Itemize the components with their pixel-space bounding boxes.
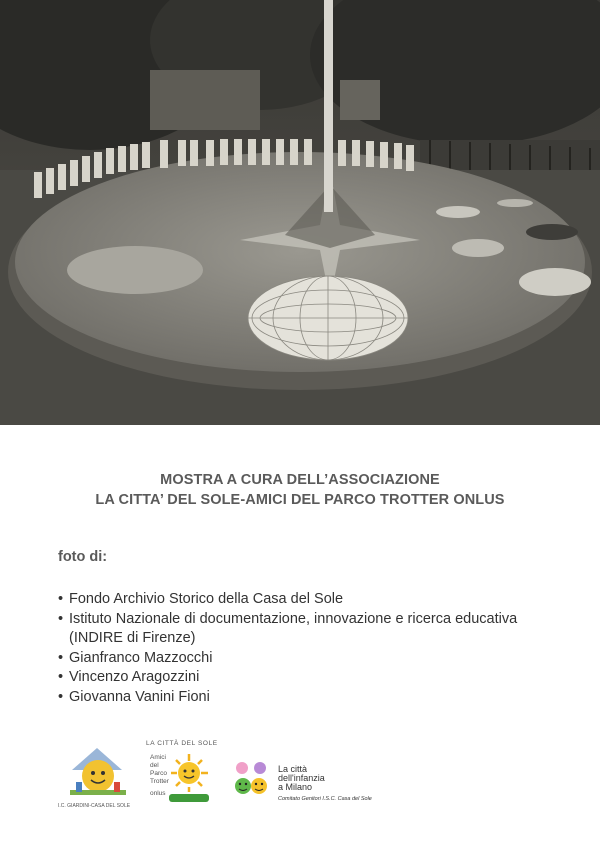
infanzia-line: a Milano bbox=[278, 782, 313, 792]
sponsor-logos bbox=[0, 730, 600, 810]
credit-item: • Gianfranco Mazzocchi bbox=[58, 649, 528, 669]
infanzia-line: La città bbox=[278, 764, 308, 774]
credit-item: • Istituto Nazionale di documentazione, innovazione e ricerca educativa (INDIRE di Firenze) bbox=[58, 610, 528, 649]
exhibition-title bbox=[0, 470, 600, 510]
school-logo-caption: I.C. GIARDINI-CASA DEL SOLE bbox=[58, 803, 131, 809]
credit-item: • Giovanna Vanini Fioni bbox=[58, 688, 528, 708]
school-logo bbox=[62, 740, 132, 800]
citta-sole-line: Parco bbox=[150, 770, 167, 777]
infanzia-logo bbox=[230, 758, 274, 802]
smiley-faces-icon bbox=[230, 758, 274, 802]
credit-item: • Fondo Archivio Storico della Casa del Sole bbox=[58, 590, 528, 610]
credit-item: • Vincenzo Aragozzini bbox=[58, 668, 528, 688]
title-line-1: MOSTRA A CURA DELL’ASSOCIAZIONE bbox=[160, 472, 440, 488]
infanzia-name bbox=[278, 765, 325, 792]
credits-heading: foto di: bbox=[58, 549, 108, 565]
infanzia-caption: Comitato Genitori I.S.C. Casa del Sole bbox=[278, 796, 372, 802]
citta-sole-line: Trotter bbox=[150, 778, 169, 785]
sun-icon bbox=[165, 752, 213, 804]
title-line-2: LA CITTA’ DEL SOLE-AMICI DEL PARCO TROTTER ONLUS bbox=[95, 492, 505, 508]
citta-sole-line: del bbox=[150, 762, 159, 769]
sun-mascot-logo bbox=[165, 752, 213, 804]
citta-sole-line: onlus bbox=[150, 790, 166, 797]
citta-sole-title: LA CITTÀ DEL SOLE bbox=[146, 740, 218, 747]
sun-house-icon bbox=[62, 740, 132, 800]
citta-sole-line: Amici bbox=[150, 754, 166, 761]
infanzia-line: dell'infanzia bbox=[278, 773, 325, 783]
credits-list bbox=[58, 590, 528, 707]
